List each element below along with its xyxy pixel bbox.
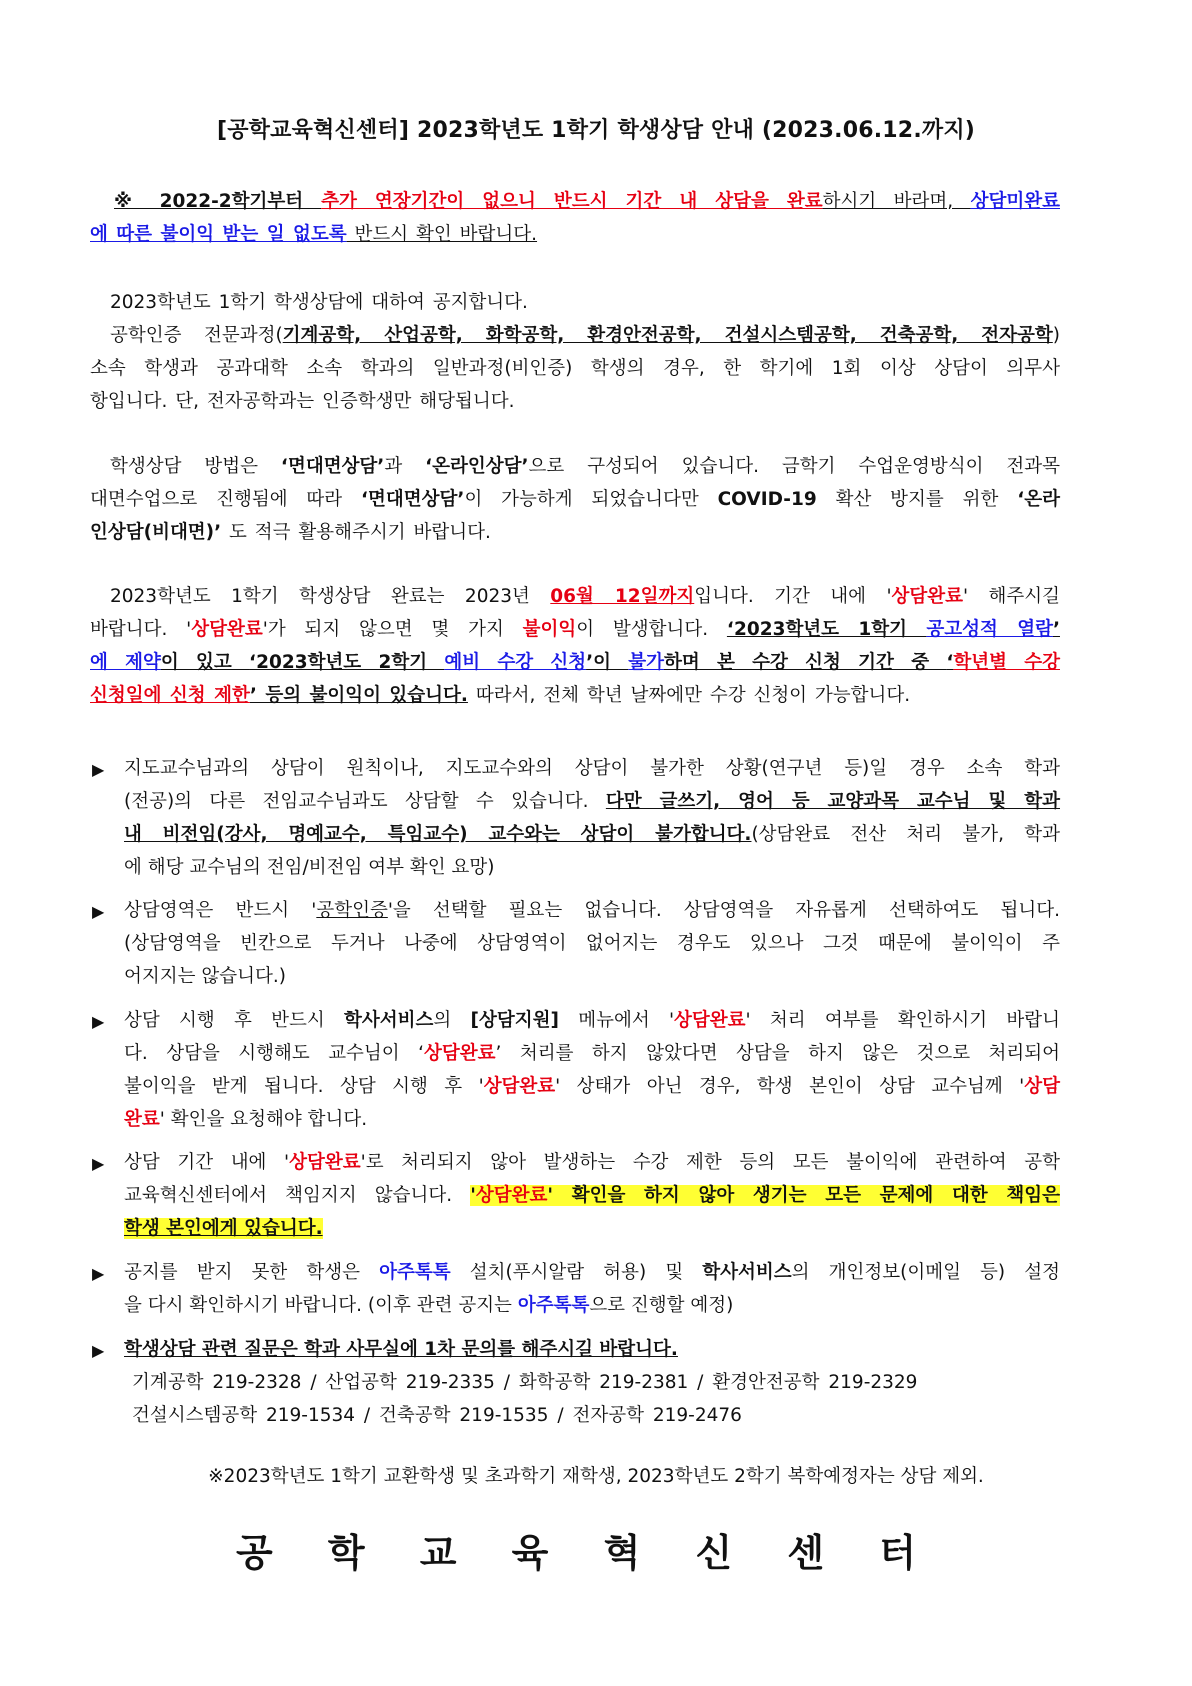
method-text: 으로 구성되어 있습니다. 금학기 수업운영방식이 전과목 — [528, 456, 1060, 477]
center-signature — [236, 1522, 916, 1577]
status-complete: 완료 — [124, 1109, 160, 1130]
method-text: 확산 방지를 위한 — [816, 489, 1018, 510]
page-title: [공학교육혁신센터] 2023학년도 1학기 학생상담 안내 (2023.06.12.까지) — [216, 118, 976, 143]
bullet-text: 공지를 받지 못한 학생은 — [124, 1262, 380, 1283]
warning-blue-text-1: 상담미완료 — [970, 191, 1060, 212]
contact-row-1: 기계공학 219-2328 / 산업공학 219-2335 / 화학공학 219-2381 / 환경안전공학 219-2329 — [132, 1372, 918, 1393]
deadline-text: 바랍니다. ' — [90, 619, 192, 640]
restriction-text: ’ 등의 불이익이 있습니다. — [249, 685, 468, 706]
not-allowed: 불가 — [628, 652, 665, 673]
bullet-icon: ▶ — [92, 1341, 105, 1360]
bullet-text: 에 해당 교수님의 전임/비전임 여부 확인 요망) — [124, 857, 495, 878]
bullet-text: 어지지는 않습니다.) — [124, 966, 286, 987]
bullet-text: 다. 상담을 시행해도 교수님이 ‘ — [124, 1043, 425, 1064]
intro-line-2-post: ) — [1052, 325, 1060, 346]
intro-paragraph — [90, 286, 1060, 418]
signature-char: 혁 — [603, 1531, 641, 1575]
bullet-text: 교육혁신센터에서 책임지지 않습니다. — [124, 1185, 471, 1206]
status-complete: 상담완료 — [191, 619, 263, 640]
bullet-check-status — [124, 1004, 1060, 1136]
highlight-warning: ' 확인을 하지 않아 생기는 모든 문제에 대한 책임은 — [547, 1185, 1060, 1206]
method-paragraph — [90, 450, 1060, 549]
bullet-text: '로 처리되지 않아 발생하는 수강 제한 등의 모든 불이익에 관련하여 공학 — [360, 1152, 1060, 1173]
deadline-paragraph — [90, 580, 1060, 712]
ajou-toktok: 아주톡톡 — [379, 1262, 451, 1283]
restriction-text: ‘2023학년도 1학기 — [726, 619, 927, 640]
warning-notice — [90, 185, 1060, 251]
contact-row-2: 건설시스템공학 219-1534 / 건축공학 219-1535 / 전자공학 219-2476 — [132, 1405, 742, 1426]
status-complete: 상담완료 — [424, 1043, 496, 1064]
bullet-icon: ▶ — [92, 902, 105, 921]
bullet-text: 지도교수님과의 상담이 원칙이나, 지도교수와의 상담이 불가한 상황(연구년 등)일 경우 소속 학과 — [124, 758, 1060, 779]
bullet-text: '을 선택할 필요는 없습니다. 상담영역을 자유롭게 선택하여도 됩니다. — [387, 900, 1060, 921]
bullet-responsibility — [124, 1146, 1060, 1245]
bullet-text: (전공)의 다른 전임교수님과도 상담할 수 있습니다. — [124, 791, 606, 812]
bullet-text: 설치(푸시알람 허용) 및 — [450, 1262, 703, 1283]
status-complete: 상담완료 — [475, 1185, 548, 1206]
deadline-date: 06월 12일까지 — [550, 586, 695, 607]
highlight-warning: 학생 본인에게 있습니다. — [124, 1218, 323, 1239]
year-registration-limit: 학년별 수강 — [953, 652, 1060, 673]
bullet-questions — [124, 1333, 1060, 1366]
warning-red-text: 추가 연장기간이 없으니 반드시 기간 내 상담을 완료 — [321, 191, 823, 212]
academic-service: 학사서비스 — [702, 1262, 792, 1283]
restriction-text: 하며 본 수강 신청 기간 중 — [664, 652, 947, 673]
deadline-text: 따라서, 전체 학년 날짜에만 수강 신청이 가능합니다. — [467, 685, 911, 706]
bullet-text: 으로 진행할 예정) — [589, 1295, 734, 1316]
method-text: 도 적극 활용해주시기 바랍니다. — [221, 522, 491, 543]
intro-line-2-pre: 공학인증 전문과정( — [110, 325, 283, 346]
method-face-to-face: ‘면대면상담’ — [361, 489, 465, 510]
grade-view-restriction: 에 제약 — [90, 652, 161, 673]
status-complete: 상담완료 — [891, 586, 964, 607]
restriction-text: 이 있고 — [160, 652, 250, 673]
warning-blue-text-2: 에 따른 불이익 받는 일 없도록 — [90, 224, 347, 245]
bullet-text: 상담 기간 내에 ' — [124, 1152, 290, 1173]
exclusion-note: ※2023학년도 1학기 교환학생 및 초과학기 재학생, 2023학년도 2학기 복학예정자는 상담 제외. — [208, 1466, 984, 1487]
deadline-text: ' 해주시길 — [963, 586, 1060, 607]
method-online: ‘온라인상담’ — [425, 456, 529, 477]
non-tenure-warning: 내 비전임(강사, 명예교수, 특임교수) 교수와는 상담이 불가합니다. — [124, 824, 752, 845]
bullet-text: 상담 시행 후 반드시 — [124, 1010, 345, 1031]
signature-char: 공 — [236, 1531, 273, 1575]
deadline-text: '가 되지 않으면 몇 가지 — [262, 619, 523, 640]
deadline-text: 2023학년도 1학기 학생상담 완료는 2023년 — [110, 586, 551, 607]
signature-char: 학 — [327, 1531, 365, 1575]
status-complete: 상담완료 — [674, 1010, 746, 1031]
bullet-text: (상담완료 전산 처리 불가, 학과 — [751, 824, 1060, 845]
bullet-text: 불이익을 받게 됩니다. 상담 시행 후 ' — [124, 1076, 484, 1097]
method-text: 과 — [384, 456, 426, 477]
status-complete: 상담완료 — [483, 1076, 556, 1097]
intro-line-1: 2023학년도 1학기 학생상담에 대하여 공지합니다. — [110, 292, 528, 313]
warning-suffix: 반드시 확인 바랍니다. — [346, 224, 538, 245]
method-face-to-face: ‘면대면상담’ — [280, 456, 385, 477]
bullet-icon: ▶ — [92, 1264, 105, 1283]
method-online-remote: 인상담(비대면)’ — [90, 522, 222, 543]
bullet-text: (상담영역을 빈칸으로 두거나 나중에 상담영역이 없어지는 경우도 있으나 그것 때문에 불이익이 주 — [124, 933, 1060, 954]
academic-service: 학사서비스 — [344, 1010, 434, 1031]
bullet-text: 상담영역은 반드시 ' — [124, 900, 317, 921]
status-complete: 상담완료 — [289, 1152, 361, 1173]
deadline-text: 입니다. 기간 내에 ' — [694, 586, 892, 607]
question-guidance: 학생상담 관련 질문은 학과 사무실에 1차 문의를 해주시길 바랍니다. — [124, 1339, 678, 1360]
restriction-text: ’이 — [586, 652, 629, 673]
intro-line-3: 소속 학생과 공과대학 소속 학과의 일반과정(비인증) 학생의 경우, 한 학기에 1회 이상 상담이 의무사 — [90, 358, 1060, 379]
bullet-text: ’ 처리를 하지 않았다면 상담을 하지 않은 것으로 처리되어 — [495, 1043, 1060, 1064]
bullet-text: 메뉴에서 ' — [558, 1010, 675, 1031]
method-text: 이 가능하게 되었습니다만 — [464, 489, 718, 510]
ajou-toktok: 아주톡톡 — [517, 1295, 590, 1316]
engineering-cert: 공학인증 — [316, 900, 388, 921]
counsel-support-menu: [상담지원] — [470, 1010, 559, 1031]
signature-char: 신 — [695, 1531, 733, 1575]
pre-registration: 예비 수강 신청 — [444, 652, 587, 673]
bullet-icon: ▶ — [92, 1012, 105, 1031]
disadvantage: 불이익 — [522, 619, 577, 640]
bullet-text: 의 — [433, 1010, 471, 1031]
bullet-text: 의 개인정보(이메일 등) 설정 — [791, 1262, 1060, 1283]
contact-list — [132, 1366, 917, 1432]
signature-char: 터 — [879, 1531, 916, 1575]
bullet-icon: ▶ — [92, 1154, 105, 1173]
non-tenure-warning: 다만 글쓰기, 영어 등 교양과목 교수님 및 학과 — [605, 791, 1060, 812]
bullet-text: ' 처리 여부를 확인하시기 바랍니 — [745, 1010, 1060, 1031]
restriction-text: ‘ — [946, 652, 954, 673]
status-complete: 상담 — [1024, 1076, 1061, 1097]
warning-prefix: ※ 2022-2학기부터 — [114, 191, 322, 212]
bullet-text: 을 다시 확인하시기 바랍니다. (이후 관련 공지는 — [124, 1295, 518, 1316]
bullet-icon: ▶ — [92, 760, 105, 779]
bullet-area — [124, 894, 1060, 993]
intro-programs: 기계공학, 산업공학, 화학공학, 환경안전공학, 건설시스템공학, 건축공학, 전자공학 — [282, 325, 1053, 346]
method-online-remote: ‘온라 — [1017, 489, 1060, 510]
bullet-notification — [124, 1256, 1060, 1322]
bullet-text: ' 상태가 아닌 경우, 학생 본인이 상담 교수님께 ' — [555, 1076, 1025, 1097]
warning-mid: 하시기 바라며, — [822, 191, 971, 212]
method-covid: COVID-19 — [717, 489, 817, 510]
intro-line-4: 항입니다. 단, 전자공학과는 인증학생만 해당됩니다. — [90, 391, 515, 412]
deadline-text: 이 발생합니다. — [576, 619, 727, 640]
signature-char: 센 — [787, 1531, 825, 1575]
signature-char: 육 — [511, 1531, 549, 1575]
bullet-text: ' 확인을 요청해야 합니다. — [159, 1109, 368, 1130]
restriction-text: ‘2023학년도 2학기 — [249, 652, 445, 673]
method-text: 대면수업으로 진행됨에 따라 — [90, 489, 362, 510]
method-text: 학생상담 방법은 — [110, 456, 281, 477]
signature-char: 교 — [419, 1531, 457, 1575]
restriction-text: ’ — [1052, 619, 1060, 640]
highlight-warning: ' — [470, 1185, 476, 1206]
bullet-advisor — [124, 752, 1060, 884]
year-registration-limit: 신청일에 신청 제한 — [90, 685, 250, 706]
grade-view-restriction: 공고성적 열람 — [926, 619, 1053, 640]
